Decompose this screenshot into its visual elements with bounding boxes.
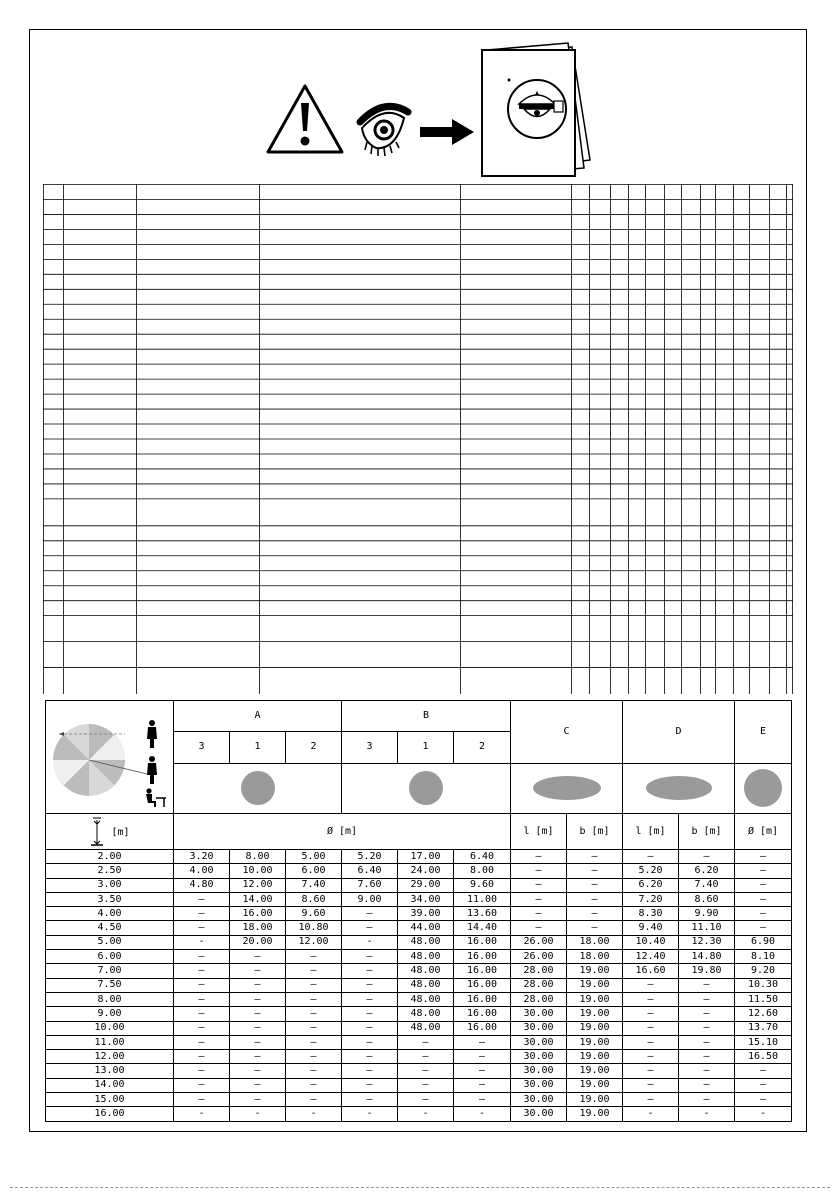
range-value-cell: 16.00: [454, 1021, 511, 1035]
mounting-height-cell: 15.00: [46, 1093, 174, 1107]
range-value-cell: 19.00: [567, 992, 623, 1006]
range-value-cell: –: [286, 964, 342, 978]
range-value-cell: 19.00: [567, 1064, 623, 1078]
range-value-cell: –: [567, 850, 623, 864]
range-value-cell: 8.10: [735, 950, 792, 964]
range-value-cell: –: [286, 978, 342, 992]
range-value-cell: 7.40: [286, 878, 342, 892]
table-row: [46, 1035, 792, 1049]
group-d-header: D: [623, 701, 735, 764]
range-value-cell: –: [454, 1050, 511, 1064]
range-value-cell: 4.00: [174, 864, 230, 878]
range-value-cell: –: [679, 1093, 735, 1107]
range-value-cell: –: [230, 1050, 286, 1064]
range-value-cell: –: [286, 992, 342, 1006]
range-value-cell: –: [679, 1035, 735, 1049]
range-value-cell: –: [735, 878, 792, 892]
group-a-shape: [174, 763, 342, 813]
range-value-cell: –: [679, 978, 735, 992]
range-value-cell: 16.50: [735, 1050, 792, 1064]
range-value-cell: –: [174, 1050, 230, 1064]
table-row: [46, 921, 792, 935]
range-value-cell: –: [174, 1035, 230, 1049]
range-value-cell: 18.00: [567, 935, 623, 949]
range-value-cell: 5.00: [286, 850, 342, 864]
coverage-range-table: [45, 700, 792, 1122]
group-b-sub-1: 1: [398, 732, 454, 763]
range-value-cell: –: [342, 907, 398, 921]
range-value-cell: 9.60: [454, 878, 511, 892]
range-value-cell: 44.00: [398, 921, 454, 935]
table-row: [46, 892, 792, 906]
range-value-cell: 19.00: [567, 1035, 623, 1049]
range-value-cell: –: [735, 850, 792, 864]
range-value-cell: –: [623, 1093, 679, 1107]
mounting-height-cell: 5.00: [46, 935, 174, 949]
arrow-right-icon: [420, 119, 474, 145]
c-length-unit: l [m]: [511, 814, 567, 850]
range-value-cell: –: [567, 907, 623, 921]
range-value-cell: –: [398, 1050, 454, 1064]
range-value-cell: 16.60: [623, 964, 679, 978]
range-value-cell: -: [174, 935, 230, 949]
range-value-cell: –: [174, 892, 230, 906]
range-value-cell: –: [342, 1007, 398, 1021]
range-value-cell: 7.40: [679, 878, 735, 892]
range-value-cell: 19.00: [567, 1078, 623, 1092]
range-value-cell: –: [454, 1093, 511, 1107]
range-value-cell: 9.60: [286, 907, 342, 921]
range-value-cell: 48.00: [398, 950, 454, 964]
range-value-cell: –: [342, 1093, 398, 1107]
warning-triangle-icon: [268, 86, 342, 152]
range-value-cell: 48.00: [398, 992, 454, 1006]
range-value-cell: 19.00: [567, 978, 623, 992]
range-value-cell: 12.60: [735, 1007, 792, 1021]
table-row: [46, 978, 792, 992]
range-value-cell: –: [398, 1093, 454, 1107]
range-value-cell: 28.00: [511, 992, 567, 1006]
range-value-cell: 11.50: [735, 992, 792, 1006]
range-value-cell: –: [286, 1007, 342, 1021]
group-b-shape: [342, 763, 511, 813]
range-value-cell: 19.00: [567, 964, 623, 978]
range-value-cell: 16.00: [454, 992, 511, 1006]
range-value-cell: –: [567, 921, 623, 935]
range-value-cell: 16.00: [454, 1007, 511, 1021]
range-value-cell: –: [511, 921, 567, 935]
range-value-cell: –: [679, 992, 735, 1006]
range-value-cell: 19.00: [567, 1107, 623, 1121]
range-value-cell: –: [286, 950, 342, 964]
table-row: [46, 1078, 792, 1092]
mounting-height-cell: 7.00: [46, 964, 174, 978]
group-e-header: E: [735, 701, 792, 764]
table-row: [46, 964, 792, 978]
range-value-cell: 28.00: [511, 978, 567, 992]
range-value-cell: –: [174, 921, 230, 935]
mounting-height-cell: 2.50: [46, 864, 174, 878]
range-value-cell: –: [230, 1007, 286, 1021]
range-value-cell: -: [286, 1107, 342, 1121]
range-value-cell: –: [623, 1064, 679, 1078]
circle-shape-icon: [744, 769, 782, 807]
range-value-cell: –: [342, 978, 398, 992]
range-value-cell: –: [342, 1050, 398, 1064]
range-value-cell: 14.00: [230, 892, 286, 906]
range-value-cell: 11.10: [679, 921, 735, 935]
range-value-cell: –: [230, 992, 286, 1006]
range-value-cell: –: [286, 1035, 342, 1049]
range-value-cell: –: [174, 1093, 230, 1107]
range-value-cell: –: [230, 950, 286, 964]
range-value-cell: 14.80: [679, 950, 735, 964]
range-value-cell: 30.00: [511, 1107, 567, 1121]
circle-shape-icon: [409, 771, 443, 805]
range-value-cell: 48.00: [398, 964, 454, 978]
range-value-cell: –: [286, 1050, 342, 1064]
range-value-cell: -: [230, 1107, 286, 1121]
table-row: [46, 878, 792, 892]
range-value-cell: 13.70: [735, 1021, 792, 1035]
range-value-cell: 15.10: [735, 1035, 792, 1049]
range-value-cell: -: [454, 1107, 511, 1121]
range-value-cell: –: [342, 1035, 398, 1049]
range-value-cell: 34.00: [398, 892, 454, 906]
person-standing-icon: [147, 720, 157, 748]
range-value-cell: 13.60: [454, 907, 511, 921]
range-value-cell: 16.00: [454, 964, 511, 978]
range-value-cell: –: [174, 1021, 230, 1035]
range-value-cell: –: [679, 1007, 735, 1021]
range-value-cell: –: [735, 864, 792, 878]
range-value-cell: 26.00: [511, 935, 567, 949]
table-row: [46, 1107, 792, 1121]
range-value-cell: –: [398, 1078, 454, 1092]
instruction-pictograms: [0, 0, 840, 185]
table-row: [46, 1093, 792, 1107]
mounting-height-cell: 14.00: [46, 1078, 174, 1092]
range-value-cell: 19.00: [567, 1050, 623, 1064]
range-value-cell: 12.00: [286, 935, 342, 949]
range-value-cell: 24.00: [398, 864, 454, 878]
range-value-cell: 48.00: [398, 978, 454, 992]
range-value-cell: 19.80: [679, 964, 735, 978]
group-c-header: C: [511, 701, 623, 764]
range-value-cell: 10.40: [623, 935, 679, 949]
range-value-cell: -: [174, 1107, 230, 1121]
range-value-cell: –: [342, 1021, 398, 1035]
range-value-cell: –: [342, 1078, 398, 1092]
d-length-unit: l [m]: [623, 814, 679, 850]
diameter-unit-header: Ø [m]: [174, 814, 511, 850]
range-value-cell: –: [735, 921, 792, 935]
group-a-sub-3: 3: [174, 732, 230, 763]
range-value-cell: –: [511, 850, 567, 864]
range-value-cell: 18.00: [230, 921, 286, 935]
range-value-cell: 4.80: [174, 878, 230, 892]
range-value-cell: 11.00: [454, 892, 511, 906]
blank-ruled-table: [43, 184, 793, 694]
range-value-cell: 12.40: [623, 950, 679, 964]
range-value-cell: 26.00: [511, 950, 567, 964]
range-value-cell: 3.20: [174, 850, 230, 864]
range-value-cell: –: [174, 1064, 230, 1078]
table-row: [46, 935, 792, 949]
range-value-cell: –: [679, 1064, 735, 1078]
table-row: [46, 1064, 792, 1078]
mounting-height-cell: 16.00: [46, 1107, 174, 1121]
range-value-cell: –: [679, 1021, 735, 1035]
range-value-cell: –: [342, 992, 398, 1006]
mounting-height-cell: 7.50: [46, 978, 174, 992]
mounting-height-cell: 8.00: [46, 992, 174, 1006]
d-width-unit: b [m]: [679, 814, 735, 850]
range-value-cell: 30.00: [511, 1050, 567, 1064]
range-value-cell: –: [511, 907, 567, 921]
mounting-height-cell: 13.00: [46, 1064, 174, 1078]
table-row: [46, 950, 792, 964]
range-value-cell: –: [623, 850, 679, 864]
range-value-cell: 6.20: [623, 878, 679, 892]
range-value-cell: –: [342, 950, 398, 964]
mounting-height-cell: 6.00: [46, 950, 174, 964]
range-value-cell: –: [511, 864, 567, 878]
range-value-cell: 10.80: [286, 921, 342, 935]
range-value-cell: –: [230, 1093, 286, 1107]
range-value-cell: –: [567, 864, 623, 878]
range-value-cell: –: [623, 1007, 679, 1021]
range-value-cell: 9.20: [735, 964, 792, 978]
range-value-cell: 9.40: [623, 921, 679, 935]
cut-line: [10, 1187, 830, 1188]
group-c-shape: [511, 763, 623, 813]
range-value-cell: 8.00: [454, 864, 511, 878]
table-row: [46, 1021, 792, 1035]
range-value-cell: –: [230, 1064, 286, 1078]
range-value-cell: –: [735, 892, 792, 906]
group-b-sub-3: 3: [342, 732, 398, 763]
range-value-cell: -: [735, 1107, 792, 1121]
range-value-cell: –: [735, 907, 792, 921]
group-a-sub-2: 2: [286, 732, 342, 763]
range-value-cell: 5.20: [623, 864, 679, 878]
range-value-cell: 12.00: [230, 878, 286, 892]
range-value-cell: –: [286, 1078, 342, 1092]
range-value-cell: –: [398, 1064, 454, 1078]
range-value-cell: –: [174, 950, 230, 964]
person-seated-at-desk-icon: [146, 788, 166, 807]
range-value-cell: –: [342, 964, 398, 978]
range-value-cell: –: [286, 1093, 342, 1107]
mounting-height-cell: 4.50: [46, 921, 174, 935]
range-value-cell: 6.90: [735, 935, 792, 949]
range-value-cell: -: [679, 1107, 735, 1121]
e-diameter-unit: Ø [m]: [735, 814, 792, 850]
group-b-sub-2: 2: [454, 732, 511, 763]
range-value-cell: –: [511, 892, 567, 906]
range-value-cell: 6.40: [454, 850, 511, 864]
range-value-cell: 48.00: [398, 1007, 454, 1021]
range-value-cell: 19.00: [567, 1021, 623, 1035]
range-value-cell: 16.00: [230, 907, 286, 921]
range-value-cell: –: [230, 978, 286, 992]
range-value-cell: –: [230, 1035, 286, 1049]
range-value-cell: 19.00: [567, 1093, 623, 1107]
range-value-cell: –: [230, 964, 286, 978]
range-value-cell: 29.00: [398, 878, 454, 892]
range-value-cell: 30.00: [511, 1035, 567, 1049]
range-value-cell: 7.60: [342, 878, 398, 892]
range-value-cell: –: [174, 907, 230, 921]
range-value-cell: –: [286, 1021, 342, 1035]
range-value-cell: –: [679, 850, 735, 864]
table-row: [46, 992, 792, 1006]
range-value-cell: –: [623, 978, 679, 992]
range-value-cell: 12.30: [679, 935, 735, 949]
table-row: [46, 1007, 792, 1021]
table-row: [46, 907, 792, 921]
range-value-cell: 30.00: [511, 1078, 567, 1092]
range-value-cell: 10.30: [735, 978, 792, 992]
mounting-height-cell: 4.00: [46, 907, 174, 921]
range-value-cell: 16.00: [454, 950, 511, 964]
range-value-cell: –: [230, 1078, 286, 1092]
range-value-cell: 9.00: [342, 892, 398, 906]
range-value-cell: –: [174, 992, 230, 1006]
range-value-cell: 8.60: [679, 892, 735, 906]
mounting-height-cell: 3.50: [46, 892, 174, 906]
range-value-cell: 19.00: [567, 1007, 623, 1021]
group-e-shape: [735, 763, 792, 813]
range-value-cell: -: [623, 1107, 679, 1121]
range-value-cell: –: [679, 1078, 735, 1092]
range-value-cell: –: [174, 964, 230, 978]
range-value-cell: 30.00: [511, 1064, 567, 1078]
range-value-cell: –: [174, 1078, 230, 1092]
range-value-cell: 18.00: [567, 950, 623, 964]
range-value-cell: –: [567, 892, 623, 906]
circle-shape-icon: [241, 771, 275, 805]
range-value-cell: 7.20: [623, 892, 679, 906]
range-value-cell: 48.00: [398, 935, 454, 949]
mounting-height-cell: 12.00: [46, 1050, 174, 1064]
range-value-cell: –: [623, 1078, 679, 1092]
range-value-cell: –: [623, 1035, 679, 1049]
height-unit-label: [m]: [111, 826, 130, 838]
range-value-cell: -: [342, 1107, 398, 1121]
mounting-height-cell: 10.00: [46, 1021, 174, 1035]
range-value-cell: –: [735, 1078, 792, 1092]
range-value-cell: 8.00: [230, 850, 286, 864]
range-value-cell: –: [623, 1021, 679, 1035]
height-unit-header: [46, 814, 174, 850]
group-d-shape: [623, 763, 735, 813]
range-value-cell: 14.40: [454, 921, 511, 935]
mounting-height-cell: 9.00: [46, 1007, 174, 1021]
ellipse-shape-icon: [646, 776, 712, 800]
group-a-header: A: [174, 701, 342, 732]
range-value-cell: –: [511, 878, 567, 892]
range-value-cell: –: [567, 878, 623, 892]
range-value-cell: –: [398, 1035, 454, 1049]
c-width-unit: b [m]: [567, 814, 623, 850]
mounting-height-cell: 11.00: [46, 1035, 174, 1049]
range-value-cell: 8.60: [286, 892, 342, 906]
range-value-cell: 30.00: [511, 1093, 567, 1107]
detection-sector-icon: [53, 724, 147, 796]
range-value-cell: –: [454, 1035, 511, 1049]
range-value-cell: 6.40: [342, 864, 398, 878]
table-row: [46, 864, 792, 878]
person-walking-icon: [147, 756, 157, 784]
range-value-cell: –: [174, 1007, 230, 1021]
range-value-cell: 10.00: [230, 864, 286, 878]
table-row: [46, 850, 792, 864]
range-value-cell: 20.00: [230, 935, 286, 949]
group-b-header: B: [342, 701, 511, 732]
range-value-cell: –: [679, 1050, 735, 1064]
ellipse-shape-icon: [533, 776, 601, 800]
range-value-cell: –: [735, 1093, 792, 1107]
range-value-cell: 8.30: [623, 907, 679, 921]
range-value-cell: –: [342, 1064, 398, 1078]
range-value-cell: –: [286, 1064, 342, 1078]
range-value-cell: 16.00: [454, 935, 511, 949]
range-value-cell: –: [623, 1050, 679, 1064]
range-value-cell: 48.00: [398, 1021, 454, 1035]
mounting-height-cell: 3.00: [46, 878, 174, 892]
mounting-height-icon: [89, 817, 105, 847]
range-value-cell: 5.20: [342, 850, 398, 864]
table-row: [46, 1050, 792, 1064]
range-value-cell: 6.20: [679, 864, 735, 878]
range-value-cell: 30.00: [511, 1021, 567, 1035]
range-value-cell: 9.90: [679, 907, 735, 921]
range-value-cell: 17.00: [398, 850, 454, 864]
range-value-cell: 16.00: [454, 978, 511, 992]
range-value-cell: -: [398, 1107, 454, 1121]
range-value-cell: 6.00: [286, 864, 342, 878]
range-value-cell: –: [342, 921, 398, 935]
range-value-cell: 39.00: [398, 907, 454, 921]
range-value-cell: 30.00: [511, 1007, 567, 1021]
manual-booklet-icon: [482, 43, 590, 176]
eye-icon: [360, 106, 408, 156]
detection-pattern-diagram: [46, 701, 174, 814]
group-a-sub-1: 1: [230, 732, 286, 763]
range-value-cell: –: [454, 1078, 511, 1092]
range-value-cell: –: [174, 978, 230, 992]
range-value-cell: -: [342, 935, 398, 949]
range-value-cell: –: [454, 1064, 511, 1078]
mounting-height-cell: 2.00: [46, 850, 174, 864]
range-value-cell: –: [623, 992, 679, 1006]
range-value-cell: 28.00: [511, 964, 567, 978]
range-value-cell: –: [230, 1021, 286, 1035]
range-value-cell: –: [735, 1064, 792, 1078]
